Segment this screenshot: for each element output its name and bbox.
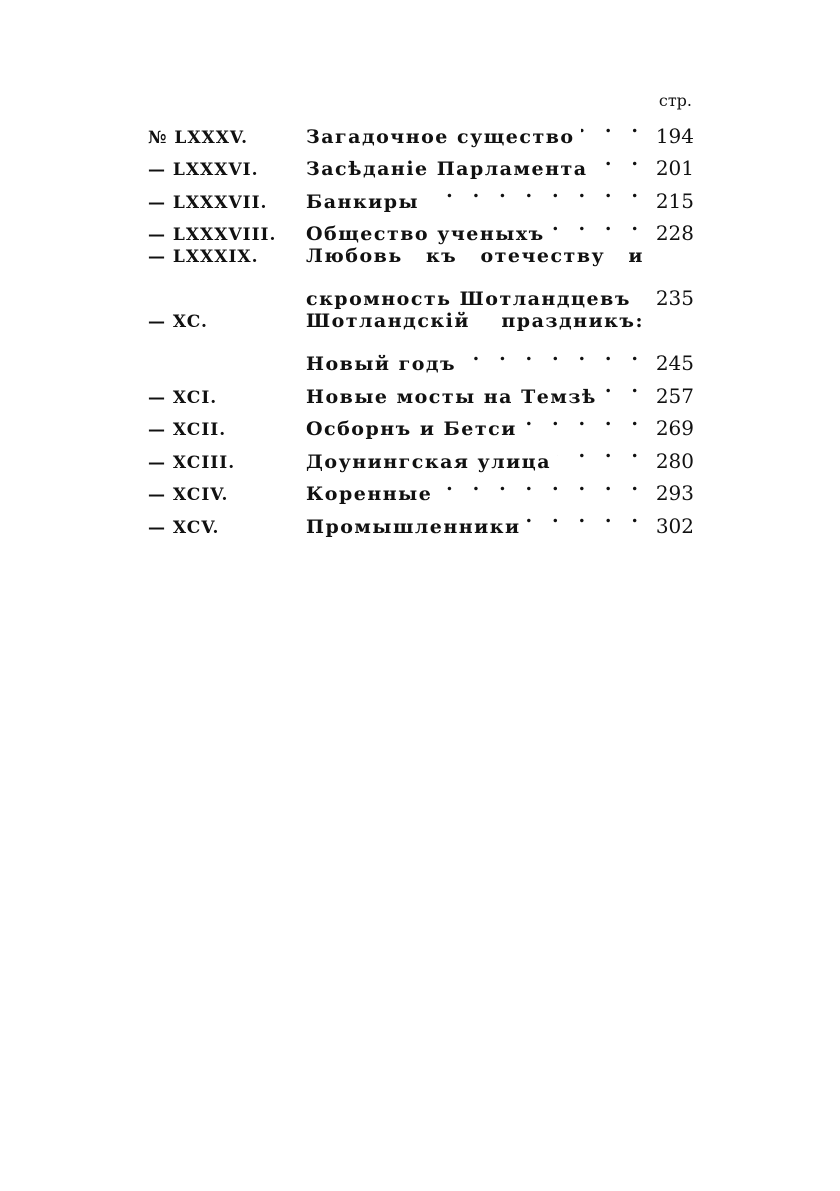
dot-leader xyxy=(438,468,638,501)
dot-leader xyxy=(462,338,638,371)
page-number: 215 xyxy=(655,188,694,213)
page-number: 280 xyxy=(655,448,694,473)
toc-entry xyxy=(148,110,694,148)
chapter-title: Коренные xyxy=(306,483,433,505)
chapter-title-cell xyxy=(306,500,644,543)
dot-leader xyxy=(637,273,638,306)
chapter-title: Осборнъ и Бетси xyxy=(306,418,517,440)
dot-leader xyxy=(425,175,638,208)
page-number: 245 xyxy=(655,351,694,375)
page-number: 228 xyxy=(655,221,694,245)
chapter-number: — LXXXVII. xyxy=(148,192,268,213)
chapter-title: Банкиры xyxy=(306,190,420,213)
chapter-title: Любовь къ отечеству и xyxy=(306,245,644,267)
chapter-title-cell xyxy=(306,305,644,338)
toc-entry xyxy=(148,240,694,273)
page-column-header: стр. xyxy=(658,91,692,110)
chapter-title: Общество ученыхъ xyxy=(306,223,545,245)
page-number: 293 xyxy=(655,481,694,505)
page-number: 235 xyxy=(655,286,694,310)
page-number: 269 xyxy=(655,416,694,440)
chapter-title-cell xyxy=(306,240,644,273)
page-number: 302 xyxy=(655,513,694,538)
chapter-title: Промышленники xyxy=(306,515,521,538)
chapter-number: — XCIV. xyxy=(148,485,229,505)
chapter-title: Загадочное существо xyxy=(306,125,575,148)
dot-leader xyxy=(523,403,638,436)
chapter-title: Доунингская улица xyxy=(306,450,552,473)
chapter-title: скромность Шотландцевъ xyxy=(306,288,631,310)
chapter-title: Новые мосты на Темзѣ xyxy=(306,385,597,408)
page-number: 201 xyxy=(655,156,694,180)
chapter-number: — LXXXVIII. xyxy=(148,225,277,245)
toc-entry xyxy=(148,305,694,338)
dot-leader xyxy=(557,435,638,468)
chapter-number: № LXXXV. xyxy=(148,127,249,148)
page-number: 194 xyxy=(655,123,694,148)
toc-entry-continuation xyxy=(148,338,694,375)
chapter-number: — XCII. xyxy=(148,420,227,440)
dot-leader xyxy=(603,370,638,403)
chapter-number: — XCIII. xyxy=(148,452,236,473)
chapter-number: — XC. xyxy=(148,312,208,332)
table-of-contents xyxy=(148,91,694,538)
dot-leader xyxy=(551,208,638,241)
chapter-number: — LXXXVI. xyxy=(148,160,259,180)
dot-leader xyxy=(581,110,638,143)
toc-entry-continuation xyxy=(148,273,694,310)
page-number: 257 xyxy=(655,383,694,408)
dot-leader xyxy=(527,500,638,533)
dot-leader xyxy=(594,143,638,176)
chapter-title: Засѣданіе Парламента xyxy=(306,158,588,180)
chapter-number: — LXXXIX. xyxy=(148,247,259,267)
chapter-title: Новый годъ xyxy=(306,353,457,375)
chapter-number: — XCI. xyxy=(148,387,218,408)
toc-entry xyxy=(148,370,694,408)
chapter-title: Шотландскій праздникъ: xyxy=(306,310,644,332)
chapter-number: — XCV. xyxy=(148,517,220,538)
